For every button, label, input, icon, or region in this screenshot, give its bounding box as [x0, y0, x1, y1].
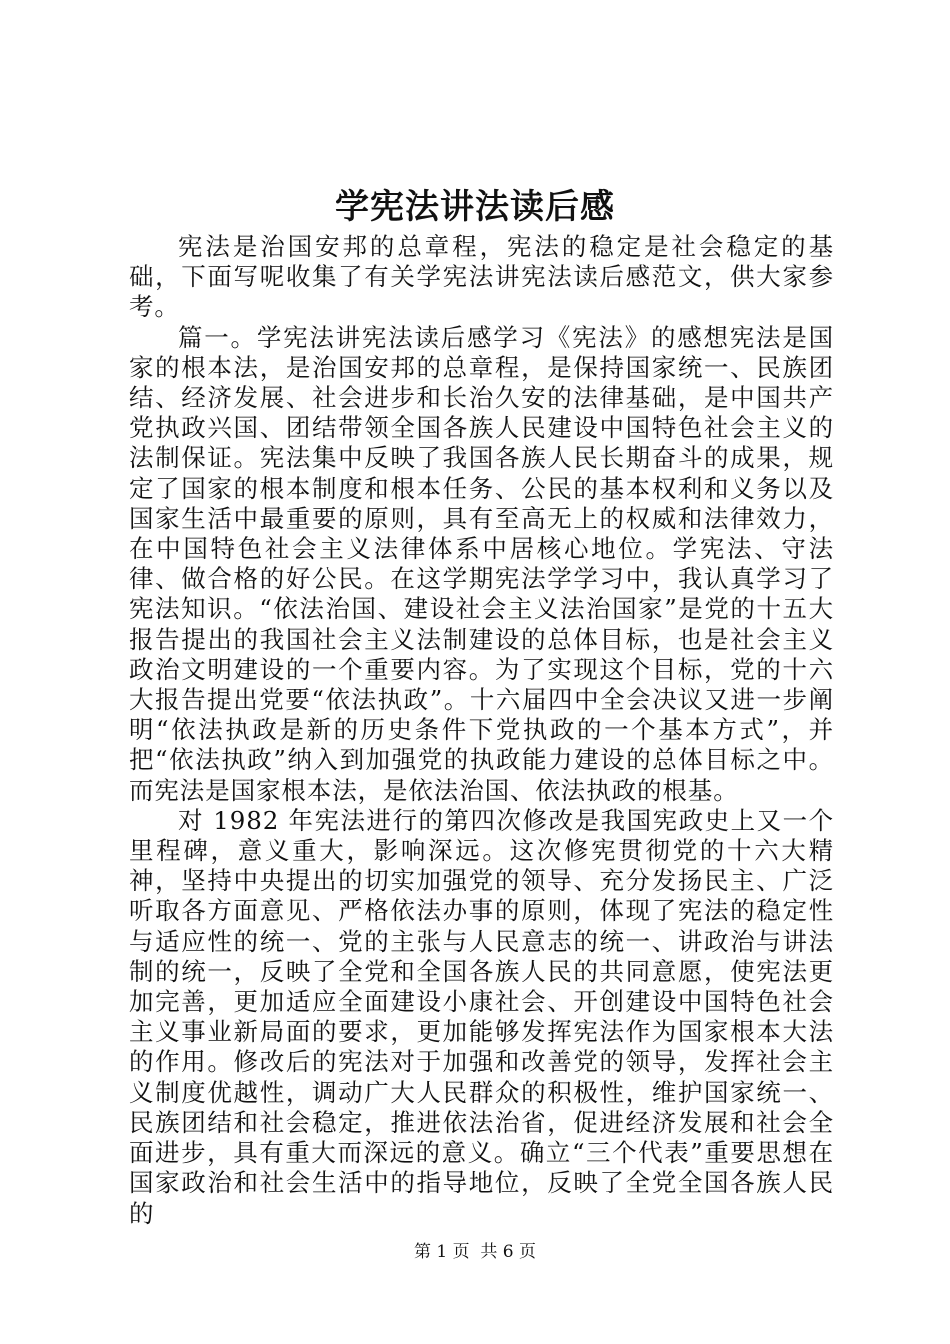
- paragraph-amendment: 对 1982 年宪法进行的第四次修改是我国宪政史上又一个里程碑，意义重大，影响深远。这次修宪贯彻党的十六大精神，坚持中央提出的切实加强党的领导、充分发扬民主、广泛听取各方面意见、严格依法办事的原则，体现了宪法的稳定性与适应性的统一、党的主张与人民意志的统一、讲政治与讲法制的统一，反映了全党和全国各族人民的共同意愿，使宪法更加完善，更加适应全面建设小康社会、开创建设中国特色社会主义事业新局面的要求，更加能够发挥宪法作为国家根本大法的作用。修改后的宪法对于加强和改善党的领导，发挥社会主义制度优越性，调动广大人民群众的积极性，维护国家统一、民族团结和社会稳定，推进依法治省，促进经济发展和社会全面进步，具有重大而深远的意义。确立“三个代表”重要思想在国家政治和社会生活中的指导地位，反映了全党全国各族人民的: [129, 805, 834, 1228]
- page-footer: [0, 1240, 950, 1264]
- document-title: 学宪法讲法读后感: [335, 187, 615, 227]
- paragraph-intro: 宪法是治国安邦的总章程，宪法的稳定是社会稳定的基础，下面写呢收集了有关学宪法讲宪法读后感范文，供大家参考。: [129, 232, 834, 322]
- page-number: 第 1 页: [413, 1242, 470, 1262]
- paragraph-part-one: 篇一。学宪法讲宪法读后感学习《宪法》的感想宪法是国家的根本法，是治国安邦的总章程，是保持国家统一、民族团结、经济发展、社会进步和长治久安的法律基础，是中国共产党执政兴国、团结带领全国各族人民建设中国特色社会主义的法制保证。宪法集中反映了我国各族人民长期奋斗的成果，规定了国家的根本制度和根本任务、公民的基本权利和义务以及国家生活中最重要的原则，具有至高无上的权威和法律效力，在中国特色社会主义法律体系中居核心地位。学宪法、守法律、做合格的好公民。在这学期宪法学学习中，我认真学习了宪法知识。“依法治国、建设社会主义法治国家”是党的十五大报告提出的我国社会主义法制建设的总体目标，也是社会主义政治文明建设的一个重要内容。为了实现这个目标，党的十六大报告提出党要“依法执政”。十六届四中全会决议又进一步阐明“依法执政是新的历史条件下党执政的一个基本方式”，并把“依法执政”纳入到加强党的执政能力建设的总体目标之中。而宪法是国家根本法，是依法治国、依法执政的根基。: [129, 322, 834, 805]
- document-body: [129, 232, 834, 1229]
- page-total: 共 6 页: [480, 1242, 537, 1262]
